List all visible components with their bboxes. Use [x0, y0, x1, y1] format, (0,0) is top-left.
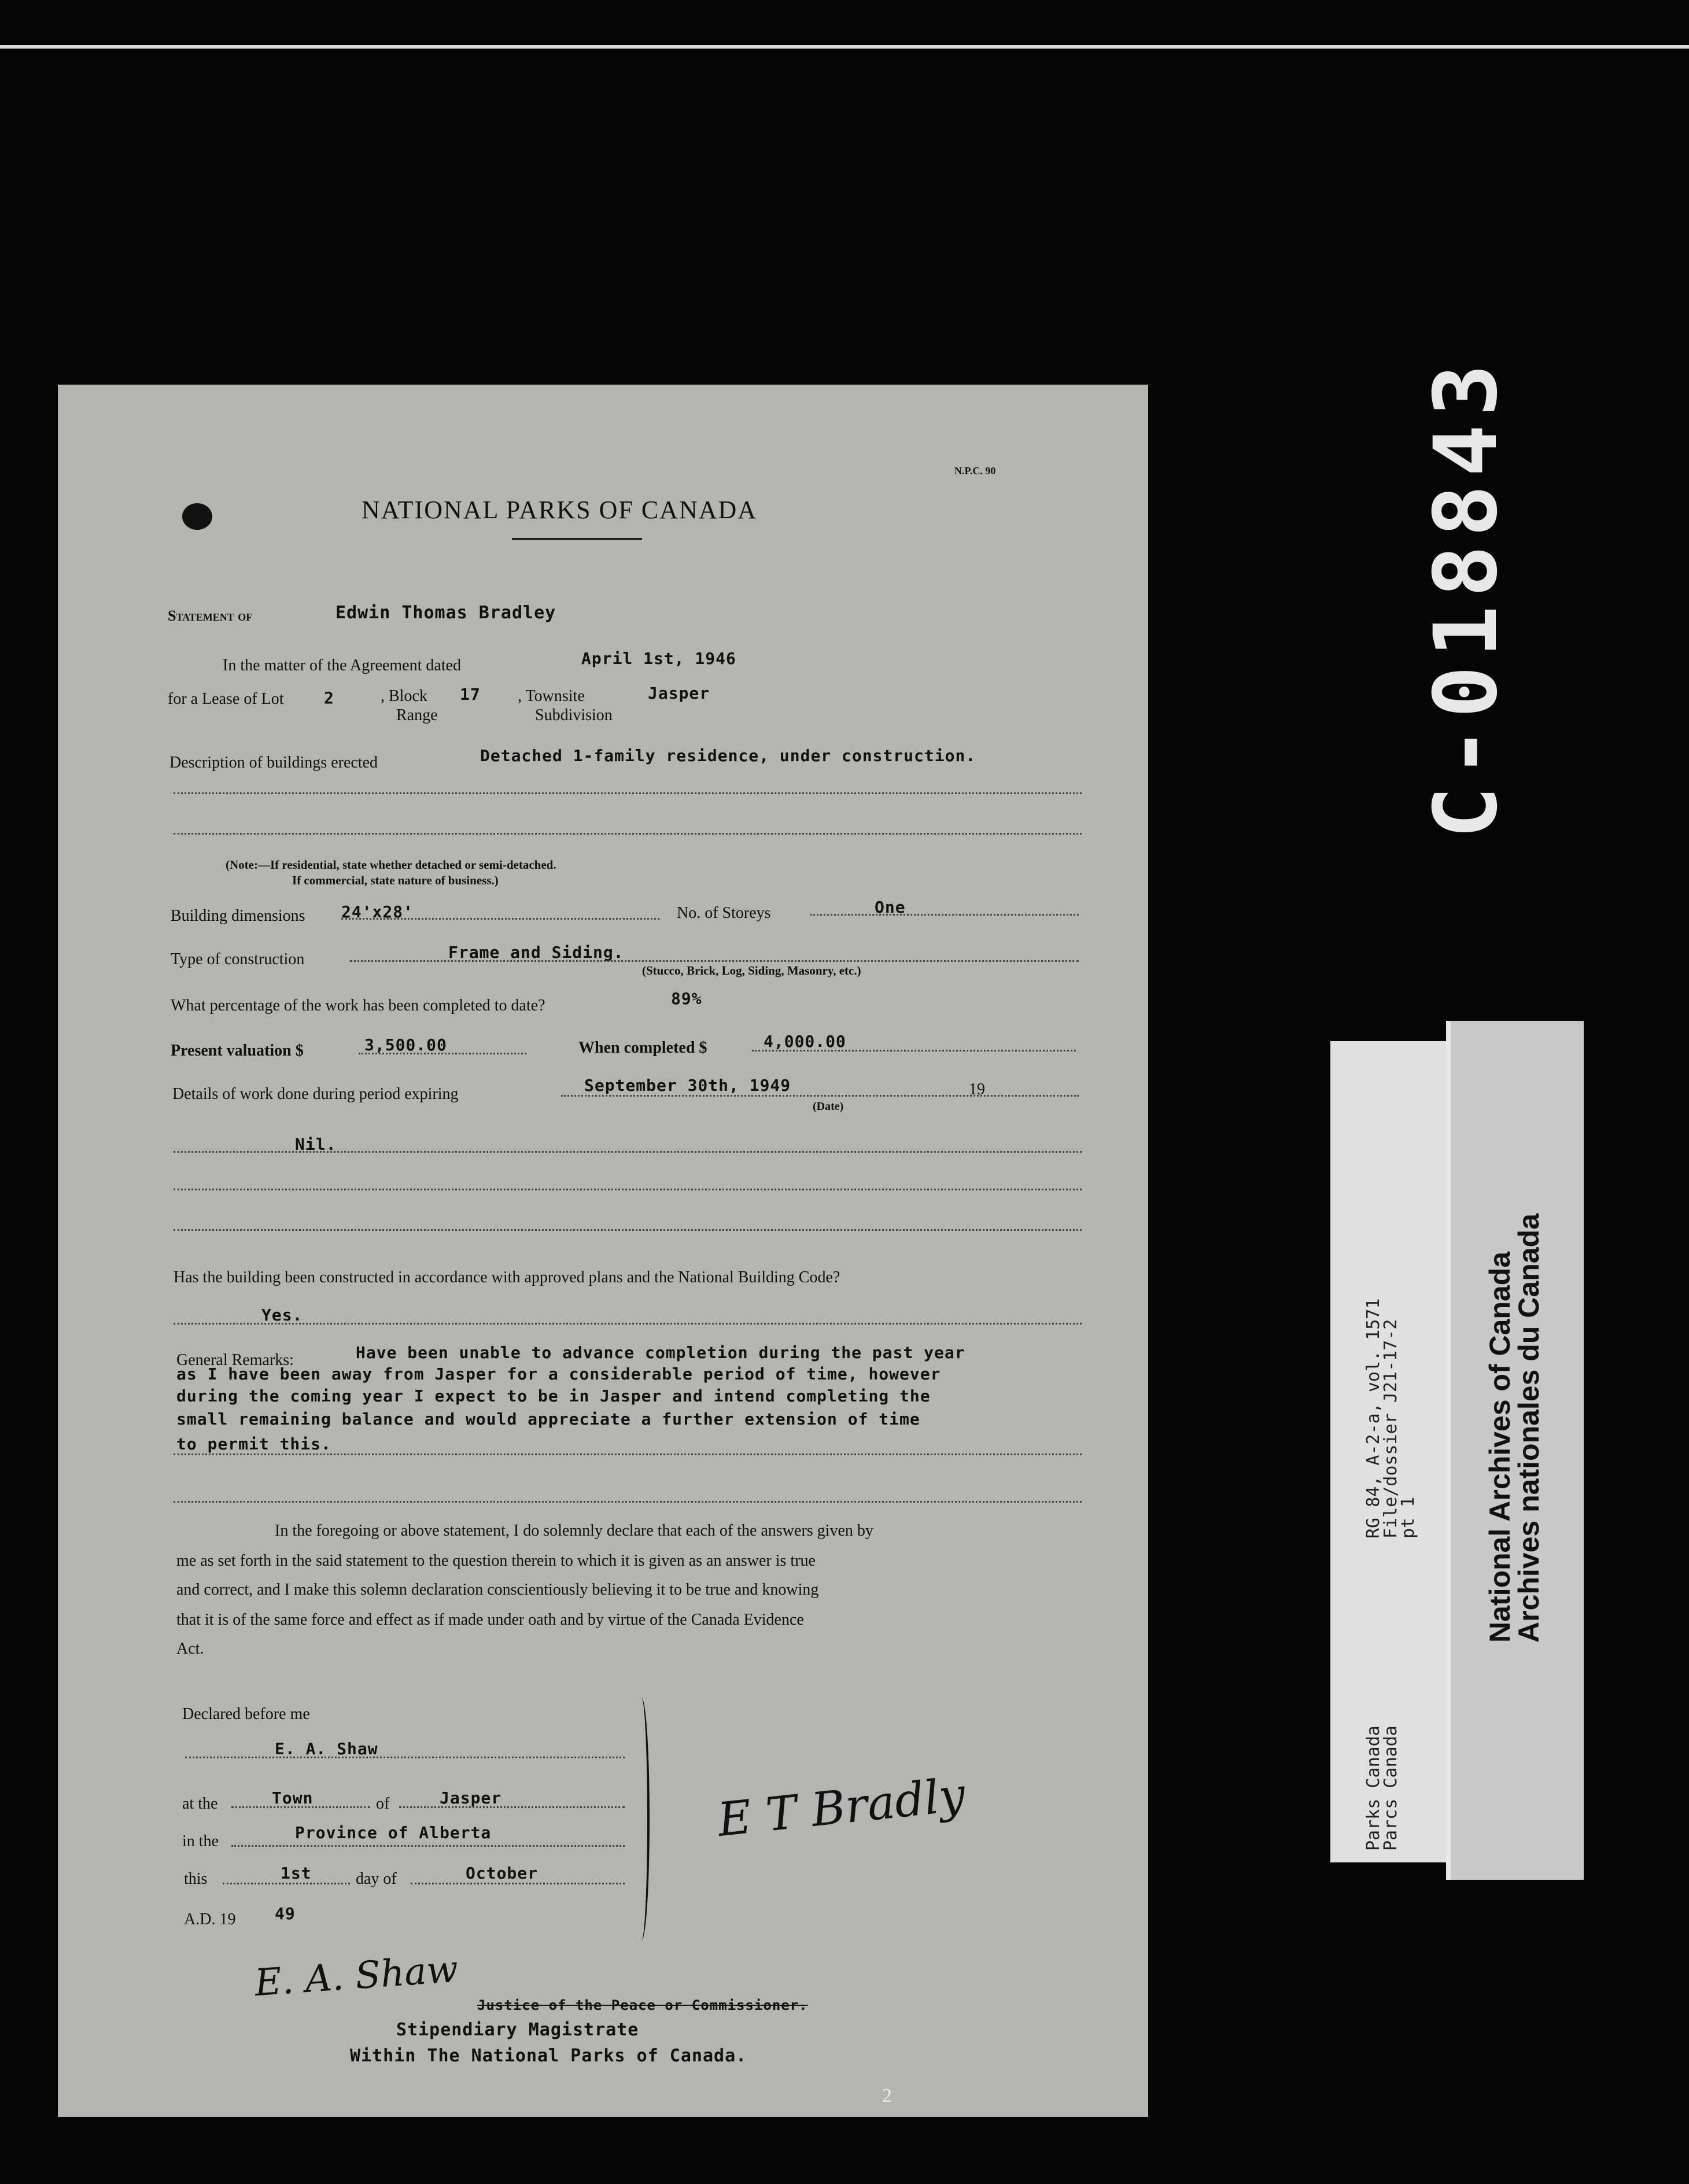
punch-hole: [182, 503, 212, 530]
code-question: Has the building been constructed in accordance with approved plans and the National Building Code?: [174, 1268, 840, 1286]
declarant-signature: E T Bradly: [715, 1767, 968, 1847]
of-label: of: [376, 1795, 390, 1813]
at-the-label: at the: [182, 1795, 218, 1813]
block-label: , Block: [381, 687, 427, 705]
remarks-line-4: small remaining balance and would appreciate a further extension of time: [176, 1410, 920, 1429]
completed-label: When completed $: [578, 1039, 707, 1057]
day-of-line: [411, 1883, 625, 1884]
day-of-value: October: [466, 1864, 539, 1883]
storeys-value: One: [875, 898, 906, 917]
agreement-label: In the matter of the Agreement dated: [223, 656, 462, 674]
title-line-2: Within The National Parks of Canada.: [350, 2046, 747, 2066]
description-value: Detached 1-family residence, under construction.: [480, 746, 976, 765]
bracket: [633, 1698, 650, 1940]
townsite-value: Jasper: [648, 684, 710, 703]
details-date-line: [561, 1095, 1079, 1097]
code-answer: Yes.: [261, 1305, 303, 1325]
archive-reference-card: [1330, 1041, 1446, 1862]
archive-ref-line-2: File/dossier J21-17-2: [1381, 1319, 1401, 1539]
frame-number: C-018843: [1416, 356, 1517, 839]
description-label: Description of buildings erected: [169, 754, 378, 772]
form-code: N.P.C. 90: [954, 465, 996, 477]
parks-canada-label: Parks Canada: [1363, 1725, 1384, 1851]
national-archives-card: [1446, 1021, 1584, 1880]
in-the-line: [231, 1845, 625, 1847]
declaration-line-3: and correct, and I make this solemn declaration conscientiously believing it to be true and knowing: [176, 1581, 819, 1599]
lease-label: for a Lease of Lot: [168, 690, 284, 708]
note-line-1: (Note:—If residential, state whether detached or semi-detached.: [226, 858, 556, 872]
this-label: this: [184, 1870, 208, 1888]
ad-label: A.D. 19: [184, 1910, 236, 1928]
note-line-2: If commercial, state nature of business.): [292, 873, 499, 887]
remarks-line-3: during the coming year I expect to be in Jasper and intend completing the: [176, 1386, 931, 1405]
struck-title: Justice of the Peace or Commissioner.: [477, 1997, 808, 2013]
this-line: [223, 1883, 350, 1884]
ad-value: 49: [275, 1904, 296, 1923]
day-of-label: day of: [356, 1870, 397, 1888]
of-value: Jasper: [440, 1788, 502, 1807]
at-the-value: Town: [272, 1788, 314, 1807]
declared-value: E. A. Shaw: [275, 1739, 378, 1758]
valuation-label: Present valuation $: [171, 1042, 304, 1060]
construction-hint: (Stucco, Brick, Log, Siding, Masonry, etc.): [642, 964, 861, 977]
declaration-line-5: Act.: [176, 1640, 204, 1658]
statement-of-label: Statement of: [168, 607, 253, 624]
title-line-1: Stipendiary Magistrate: [396, 2020, 639, 2040]
declaration-line-1: In the foregoing or above statement, I do solemnly declare that each of the answers given by: [275, 1522, 873, 1540]
remarks-label: General Remarks:: [176, 1351, 294, 1369]
archive-ref-line-1: RG 84, A-2-a, vol. 1571: [1363, 1298, 1384, 1539]
in-the-value: Province of Alberta: [295, 1823, 492, 1842]
details-label: Details of work done during period expiring: [172, 1085, 459, 1103]
lot-value: 2: [324, 688, 334, 707]
storeys-line: [810, 914, 1079, 916]
declaration-line-4: that it is of the same force and effect as if made under oath and by virtue of the Canada Evidence: [176, 1611, 804, 1629]
construction-value: Frame and Siding.: [448, 943, 624, 962]
townsite-label: , Townsite: [518, 687, 585, 705]
of-line: [399, 1806, 625, 1808]
page-mark: 2: [882, 2085, 892, 2106]
dimensions-value: 24'x28': [341, 902, 414, 921]
remarks-line-1: Have been unable to advance completion during the past year: [356, 1343, 965, 1362]
storeys-label: No. of Storeys: [677, 904, 771, 922]
archive-ref-line-3: pt 1: [1398, 1496, 1418, 1539]
heading-rule: [512, 538, 642, 540]
code-answer-line: [174, 1323, 1082, 1325]
remarks-line-2: as I have been away from Jasper for a considerable period of time, however: [176, 1364, 941, 1384]
completed-value: 4,000.00: [764, 1032, 846, 1051]
details-line: [174, 1189, 1082, 1190]
dimensions-line: [341, 918, 659, 920]
valuation-line: [359, 1053, 526, 1054]
construction-line: [350, 960, 1079, 962]
completed-line: [752, 1050, 1076, 1052]
national-archives-label: National Archives of Canada: [1484, 1251, 1516, 1643]
remarks-line-5: to permit this.: [176, 1434, 331, 1453]
form-heading: NATIONAL PARKS OF CANADA: [362, 496, 758, 524]
details-line: [174, 1229, 1082, 1231]
film-frame-line: [0, 45, 1689, 49]
declared-label: Declared before me: [182, 1705, 310, 1723]
construction-label: Type of construction: [171, 950, 305, 968]
details-date-hint: (Date): [813, 1100, 844, 1113]
official-signature: E. A. Shaw: [253, 1947, 460, 2005]
percentage-label: What percentage of the work has been completed to date?: [171, 997, 545, 1014]
details-line: [174, 1151, 1082, 1153]
statement-of-value: Edwin Thomas Bradley: [335, 603, 556, 623]
archives-nationales-label: Archives nationales du Canada: [1513, 1213, 1545, 1643]
description-line: [174, 833, 1082, 835]
agreement-date: April 1st, 1946: [581, 649, 736, 668]
in-the-label: in the: [182, 1832, 219, 1850]
parcs-canada-label: Parcs Canada: [1381, 1725, 1401, 1851]
declared-line: [185, 1757, 625, 1758]
details-date: September 30th, 1949: [584, 1076, 791, 1095]
remarks-line: [174, 1501, 1082, 1503]
percentage-value: 89%: [671, 989, 702, 1008]
range-label: Range: [396, 706, 438, 724]
details-value: Nil.: [295, 1135, 337, 1154]
block-value: 17: [460, 685, 481, 704]
valuation-value: 3,500.00: [364, 1035, 447, 1054]
dimensions-label: Building dimensions: [171, 907, 305, 925]
subdivision-label: Subdivision: [535, 706, 613, 724]
details-year-prefix: 19: [969, 1080, 985, 1098]
form-document: [58, 385, 1148, 2117]
this-value: 1st: [281, 1864, 312, 1883]
at-the-line: [231, 1806, 370, 1808]
remarks-line: [174, 1453, 1082, 1455]
description-line: [174, 792, 1082, 794]
declaration-line-2: me as set forth in the said statement to the question therein to which it is given as an answer is true: [176, 1552, 816, 1570]
